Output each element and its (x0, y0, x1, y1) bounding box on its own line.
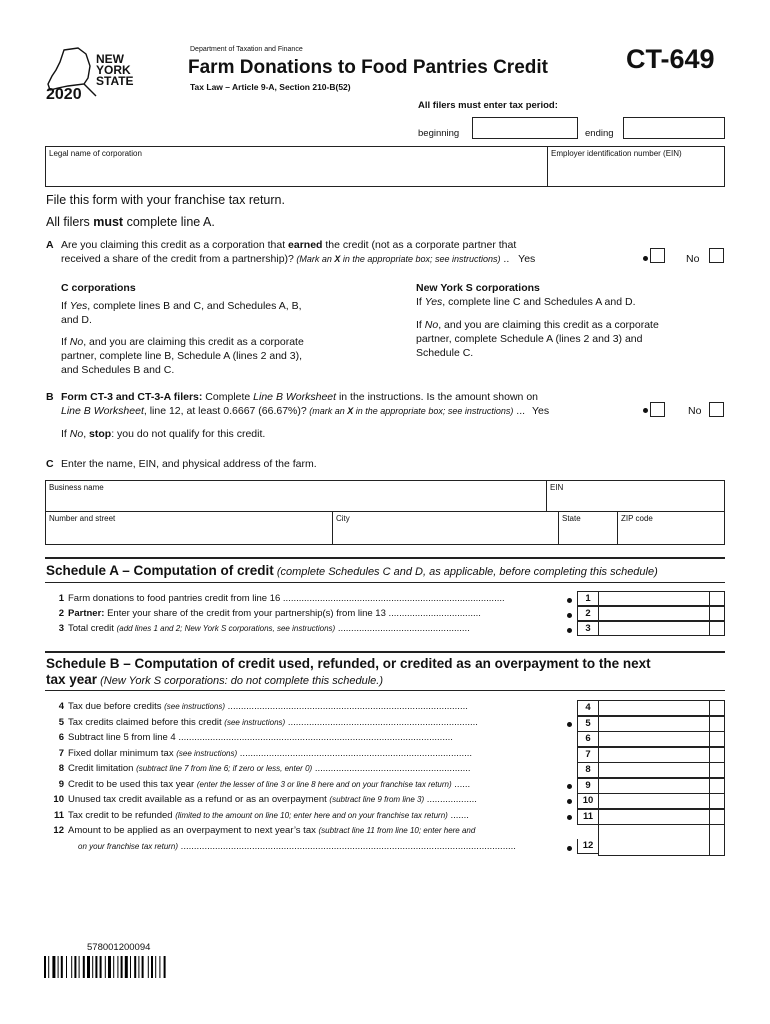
c-corps-p2-line2: partner, complete line B, Schedule A (lines 2 and 3), (61, 350, 303, 362)
line-2-amount[interactable] (598, 606, 710, 621)
line-b-stop-text (61, 428, 265, 440)
line-7-amount[interactable] (598, 747, 710, 763)
line-2-box-label: 2 (577, 606, 599, 621)
barcode-bar (117, 956, 118, 978)
line-10-box-label: 10 (577, 793, 599, 809)
line-4-text: Tax due before credits (68, 701, 165, 712)
line-6-dots: ........................................................................................................ (175, 732, 453, 743)
barcode-bar (92, 956, 93, 978)
line-a-text-2-main: received a share of the credit from a partnership)? (61, 253, 294, 265)
farm-ein-field[interactable] (546, 480, 725, 512)
line-10-bullet (567, 799, 572, 804)
line-8-box-label: 8 (577, 762, 599, 778)
barcode-bar (74, 956, 76, 978)
ending-date-field[interactable] (623, 117, 725, 139)
barcode-bar (61, 956, 63, 978)
line-5-number: 5 (58, 717, 64, 728)
line-1-bullet (567, 598, 572, 603)
ending-label: ending (585, 128, 614, 139)
schedule-b-title-italic: (New York S corporations: do not complete this schedule.) (97, 675, 383, 687)
line-5-amount[interactable] (598, 716, 710, 732)
line-6-box-label: 6 (577, 731, 599, 747)
barcode-bar (87, 956, 90, 978)
line-b-italic-post: in the appropriate box; see instructions) (353, 406, 514, 416)
line-b-stop-no: No (69, 428, 84, 440)
line-9-bullet (567, 784, 572, 789)
line-b-italic-pre: (mark an (306, 406, 348, 416)
line-a-text-1-post: the credit (not as a corporate partner that (322, 239, 517, 251)
line-11-bullet (567, 815, 572, 820)
farm-ein-label: EIN (550, 483, 564, 492)
schedule-b-line-10 (50, 794, 477, 805)
c-corps-p2 (61, 335, 304, 377)
line-a-dots: .. (500, 253, 513, 265)
line-b-stop-comma: , (83, 428, 90, 440)
s-corps-p1-yes: Yes (424, 296, 443, 308)
line-3-cents[interactable] (709, 621, 725, 636)
line-4-number: 4 (58, 701, 64, 712)
line-3-box-label: 3 (577, 621, 599, 636)
schedule-b-title-line-1: Schedule B – Computation of credit used, refunded, or credited as an overpayment to the next (46, 656, 651, 671)
barcode-bar (164, 956, 166, 978)
line-b-yes-label: Yes (531, 405, 550, 417)
legal-name-field[interactable] (45, 146, 548, 187)
farm-zip-field[interactable] (617, 511, 725, 545)
s-corps-heading: New York S corporations (416, 282, 540, 294)
line-a-yes-bullet (643, 256, 648, 261)
line-10-dots: ................... (424, 794, 477, 805)
state-label: State (562, 514, 581, 523)
c-corps-heading: C corporations (61, 282, 136, 294)
line-b-text-2 (61, 405, 549, 417)
line-12-box-label: 12 (577, 839, 599, 854)
line-1-cents[interactable] (709, 591, 725, 606)
intro-line-2-post: complete line A. (123, 215, 215, 229)
schedule-a-title (46, 563, 658, 578)
line-4-italic: (see instructions) (164, 702, 226, 711)
barcode-bar (44, 956, 46, 978)
line-12-bullet (567, 846, 572, 851)
line-1-dots: .................................................................................... (280, 593, 505, 604)
line-3-italic: (add lines 1 and 2; New York S corporations, see instructions) (116, 624, 336, 633)
barcode-bar (58, 956, 59, 978)
line-3-number: 3 (58, 623, 64, 634)
line-9-italic: (enter the lesser of line 3 or line 8 here and on your franchise tax return) (196, 780, 452, 789)
schedule-a-bottom-rule (45, 582, 725, 583)
barcode-bar (105, 956, 106, 978)
line-7-dots: ........................................................................................ (237, 748, 473, 759)
s-corps-p2 (416, 318, 659, 360)
line-11-dots: ....... (447, 810, 469, 821)
schedule-b-bottom-rule (45, 690, 725, 691)
c-corps-p1-post: , complete lines B and C, and Schedules A, B, (87, 300, 302, 312)
barcode-bar (100, 956, 102, 978)
line-1-box-label: 1 (577, 591, 599, 606)
schedule-b-line-6 (50, 732, 453, 743)
line-12-cont-dots: ............................................................................................................................... (178, 841, 516, 852)
line-b-letter: B (46, 391, 54, 403)
barcode-bar (108, 956, 111, 978)
c-corps-p2-no: No (69, 336, 84, 348)
line-c-letter: C (46, 458, 54, 470)
line-6-text: Subtract line 5 from line 4 (68, 732, 176, 743)
line-2-cents[interactable] (709, 606, 725, 621)
line-b-filers: Form CT-3 and CT-3-A filers: (61, 391, 203, 403)
line-a-no-checkbox[interactable] (709, 248, 724, 263)
schedule-a-line-2 (50, 608, 481, 619)
line-1-amount[interactable] (598, 591, 710, 606)
barcode-bar (130, 956, 131, 978)
line-8-number: 8 (58, 763, 64, 774)
farm-city-field[interactable] (332, 511, 559, 545)
line-4-cents[interactable] (709, 700, 725, 716)
schedule-b-title-tax-year: tax year (46, 672, 98, 687)
schedule-b-line-4 (50, 701, 468, 712)
intro-line-2-pre: All filers (46, 215, 94, 229)
line-9-text: Credit to be used this tax year (68, 779, 197, 790)
line-7-cents[interactable] (709, 747, 725, 763)
line-b-text-1 (61, 391, 538, 403)
s-corps-p1-pre: If (416, 296, 425, 308)
c-corps-p1-pre: If (61, 300, 70, 312)
s-corps-p2-line2: partner, complete Schedule A (lines 2 and 3) and (416, 333, 643, 345)
line-2-text: Enter your share of the credit from your partnership(s) from line 13 (104, 608, 386, 619)
business-name-label: Business name (49, 483, 104, 492)
barcode-bar (138, 956, 139, 978)
line-11-amount[interactable] (598, 809, 710, 825)
line-9-cents[interactable] (709, 778, 725, 794)
line-7-number: 7 (58, 748, 64, 759)
barcode (44, 956, 194, 978)
line-11-cents[interactable] (709, 809, 725, 825)
schedule-b-top-rule (45, 651, 725, 653)
line-5-dots: ........................................................................ (285, 717, 478, 728)
logo-york: YORK (96, 63, 131, 77)
intro-line-2-bold: must (93, 215, 124, 229)
line-11-italic: (limited to the amount on line 10; enter here and on your franchise tax return) (175, 811, 448, 820)
barcode-bar (151, 956, 153, 978)
department-name: Department of Taxation and Finance (190, 46, 303, 53)
schedule-b-line-11 (50, 810, 469, 821)
line-a-italic-post: in the appropriate box; see instructions) (340, 254, 501, 264)
barcode-bar (95, 956, 97, 978)
line-a-text-1-pre: Are you claiming this credit as a corporation that (61, 239, 289, 251)
barcode-bar (134, 956, 136, 978)
s-corps-p2-post: , and you are claiming this credit as a corporate (438, 319, 659, 331)
line-b-no-checkbox[interactable] (709, 402, 724, 417)
line-9-box-label: 9 (577, 778, 599, 794)
barcode-bar (148, 956, 149, 978)
barcode-bar (125, 956, 128, 978)
barcode-bar (71, 956, 72, 978)
line-1-text: Farm donations to food pantries credit from line 16 (68, 593, 281, 604)
line-11-box-label: 11 (577, 809, 599, 825)
line-10-text: Unused tax credit available as a refund or as an overpayment (68, 794, 330, 805)
street-label: Number and street (49, 514, 116, 523)
line-b-yes-checkbox[interactable] (650, 402, 665, 417)
s-corps-p1 (416, 296, 636, 308)
line-4-dots: ........................................................................................... (225, 701, 468, 712)
line-b-text-1-mid: Complete (202, 391, 254, 403)
city-label: City (336, 514, 350, 523)
line-a-yes-label: Yes (518, 253, 536, 265)
form-title: Farm Donations to Food Pantries Credit (188, 57, 548, 78)
line-5-bullet (567, 722, 572, 727)
line-4-amount[interactable] (598, 700, 710, 716)
barcode-bar (155, 956, 156, 978)
schedule-b-line-12 (50, 825, 475, 836)
line-a-earned: earned (288, 239, 323, 251)
line-b-stop-post: : you do not qualify for this credit. (111, 428, 266, 440)
barcode-bar (121, 956, 123, 978)
ein-field[interactable] (547, 146, 725, 187)
line-a-letter: A (46, 239, 54, 251)
line-10-cents[interactable] (709, 793, 725, 809)
line-1-number: 1 (58, 593, 64, 604)
line-a-italic-x: X (334, 254, 341, 264)
line-12-text: Amount to be applied as an overpayment to next year’s tax (68, 825, 319, 836)
line-3-text: Total credit (68, 623, 117, 634)
s-corps-p2-pre: If (416, 319, 425, 331)
line-a-yes-checkbox[interactable] (650, 248, 665, 263)
line-b-stop-pre: If (61, 428, 70, 440)
s-corps-p2-no: No (424, 319, 439, 331)
line-b-italic-x: X (347, 406, 354, 416)
line-8-cents[interactable] (709, 762, 725, 778)
line-6-number: 6 (58, 732, 64, 743)
barcode-bar (159, 956, 160, 978)
line-11-number: 11 (53, 810, 64, 821)
line-b-dots: ... (513, 405, 528, 417)
line-b-text-1-post: in the instructions. Is the amount shown on (336, 391, 538, 403)
line-10-number: 10 (53, 794, 64, 805)
schedule-b-line-7 (50, 748, 472, 759)
line-9-number: 9 (58, 779, 64, 790)
line-8-text: Credit limitation (68, 763, 137, 774)
s-corps-p1-post: , complete line C and Schedules A and D. (442, 296, 636, 308)
barcode-bar (142, 956, 144, 978)
line-8-italic: (subtract line 7 from line 6; if zero or less, enter 0) (136, 764, 313, 773)
line-c-text: Enter the name, EIN, and physical address of the farm. (61, 458, 317, 470)
line-6-cents[interactable] (709, 731, 725, 747)
schedule-b-line-12-continued (78, 841, 516, 852)
barcode-bar (48, 956, 49, 978)
c-corps-p2-line3: and Schedules B and C. (61, 364, 175, 376)
line-9-amount[interactable] (598, 778, 710, 794)
line-8-amount[interactable] (598, 762, 710, 778)
schedule-a-title-italic: (complete Schedules C and D, as applicable, before completing this schedule) (273, 566, 658, 578)
schedule-a-top-rule (45, 557, 725, 559)
line-3-dots: .................................................. (335, 623, 470, 634)
s-corps-p2-line3: Schedule C. (416, 347, 474, 359)
schedule-a-title-bold: Schedule A – Computation of credit (46, 563, 274, 578)
line-9-dots: ...... (451, 779, 471, 790)
line-b-worksheet-ref: Line B Worksheet (253, 391, 337, 403)
barcode-bar (83, 956, 85, 978)
line-5-box-label: 5 (577, 716, 599, 732)
tax-year: 2020 (46, 86, 82, 103)
line-11-text: Tax credit to be refunded (68, 810, 176, 821)
beginning-label: beginning (418, 128, 460, 139)
logo-new: NEW (96, 52, 124, 66)
beginning-date-field[interactable] (472, 117, 578, 139)
line-12-number: 12 (53, 825, 64, 836)
line-5-cents[interactable] (709, 716, 725, 732)
line-a-no-label: No (686, 253, 700, 265)
farm-business-name-field[interactable] (45, 480, 547, 512)
barcode-bar (113, 956, 114, 978)
schedule-b-line-8 (50, 763, 471, 774)
barcode-bar (52, 956, 55, 978)
c-corps-p2-pre: If (61, 336, 70, 348)
line-12-cents[interactable] (709, 824, 725, 856)
schedule-a-line-3 (50, 623, 470, 634)
intro-line-1: File this form with your franchise tax return. (46, 193, 285, 207)
tax-period-label: All filers must enter tax period: (418, 100, 558, 111)
schedule-b-title-line-2 (46, 672, 383, 687)
line-a-text-2 (61, 253, 535, 265)
zip-label: ZIP code (621, 514, 653, 523)
line-5-italic: (see instructions) (224, 718, 286, 727)
line-12-italic: (subtract line 11 from line 10; enter here and (318, 826, 476, 835)
c-corps-p1-yes: Yes (69, 300, 88, 312)
line-4-box-label: 4 (577, 700, 599, 716)
legal-name-label: Legal name of corporation (49, 149, 142, 158)
farm-street-field[interactable] (45, 511, 333, 545)
c-corps-p1-line2: and D. (61, 314, 92, 326)
line-8-dots: ........................................................... (312, 763, 471, 774)
barcode-number: 578001200094 (87, 942, 151, 953)
line-10-italic: (subtract line 9 from line 3) (329, 795, 425, 804)
line-6-amount[interactable] (598, 731, 710, 747)
line-12-cont-italic: on your franchise tax return) (78, 842, 179, 851)
line-2-dots: ................................... (385, 608, 481, 619)
line-10-amount[interactable] (598, 793, 710, 809)
schedule-b-line-5 (50, 717, 478, 728)
line-a-italic-pre: (Mark an (293, 254, 335, 264)
line-2-bullet (567, 613, 572, 618)
line-a-text-1 (61, 239, 516, 251)
line-b-text-2-mid: , line 12, at least 0.6667 (66.67%)? (143, 405, 307, 417)
line-5-text: Tax credits claimed before this credit (68, 717, 225, 728)
line-2-partner: Partner: (68, 608, 105, 619)
farm-state-field[interactable] (558, 511, 618, 545)
line-b-yes-bullet (643, 408, 648, 413)
line-b-stop-bold: stop (89, 428, 112, 440)
schedule-b-line-9 (50, 779, 470, 790)
form-number: CT-649 (626, 44, 715, 74)
line-b-no-label: No (688, 405, 702, 417)
barcode-bar (66, 956, 67, 978)
tax-law-reference: Tax Law – Article 9-A, Section 210-B(52) (190, 82, 351, 92)
line-7-text: Fixed dollar minimum tax (68, 748, 177, 759)
line-b-worksheet-ref-2: Line B Worksheet (61, 405, 144, 417)
barcode-bar (79, 956, 80, 978)
intro-line-2 (46, 215, 215, 229)
line-12-amount[interactable] (598, 824, 710, 856)
line-7-box-label: 7 (577, 747, 599, 763)
line-3-bullet (567, 628, 572, 633)
ein-label: Employer identification number (EIN) (551, 149, 682, 158)
c-corps-p1 (61, 299, 302, 327)
c-corps-p2-post: , and you are claiming this credit as a corporate (83, 336, 304, 348)
logo-state: STATE (96, 74, 134, 88)
line-2-number: 2 (58, 608, 64, 619)
schedule-a-line-1 (50, 593, 505, 604)
line-3-amount[interactable] (598, 621, 710, 636)
line-7-italic: (see instructions) (176, 749, 238, 758)
